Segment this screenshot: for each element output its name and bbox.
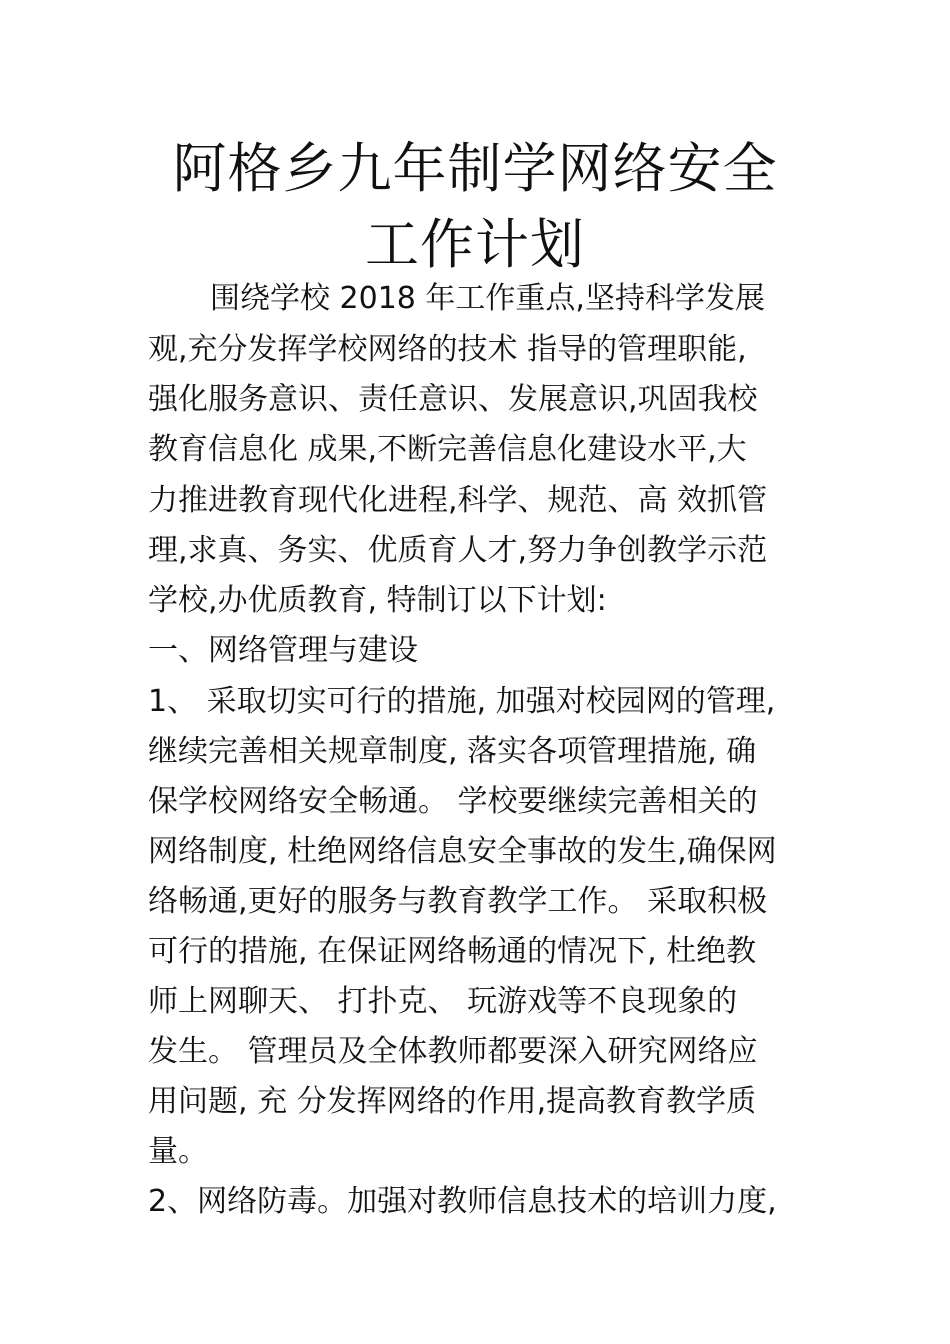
paragraph-line: 力推进教育现代化进程,科学、规范、高 效抓管 [148,483,768,518]
paragraph-line: 继续完善相关规章制度, 落实各项管理措施, 确 [148,734,757,769]
section-heading: 一、网络管理与建设 [148,633,418,668]
paragraph-line: 1、 采取切实可行的措施, 加强对校园网的管理, [148,684,776,719]
paragraph-line: 量。 [148,1134,208,1169]
paragraph-line: 理,求真、务实、优质育人才,努力争创教学示范 [148,533,768,568]
paragraph-line: 教育信息化 成果,不断完善信息化建设水平,大 [148,432,747,467]
paragraph-line: 观,充分发挥学校网络的技术 指导的管理职能, [148,332,747,367]
paragraph-line: 用问题, 充 分发挥网络的作用,提高教育教学质 [148,1084,757,1119]
paragraph-line: 保学校网络安全畅通。 学校要继续完善相关的 [148,784,758,819]
paragraph-line: 网络制度, 杜绝网络信息安全事故的发生,确保网 [148,834,777,869]
paragraph-line: 发生。 管理员及全体教师都要深入研究网络应 [148,1034,758,1069]
document-title-line-2: 工作计划 [365,213,585,276]
paragraph-line: 2、网络防毒。加强对教师信息技术的培训力度, [148,1184,777,1219]
paragraph-line: 师上网聊天、 打扑克、 玩游戏等不良现象的 [148,984,738,1019]
paragraph-line: 可行的措施, 在保证网络畅通的情况下, 杜绝教 [148,934,757,969]
paragraph-line: 围绕学校 2018 年工作重点,坚持科学发展 [210,281,765,316]
document-title-line-1: 阿格乡九年制学网络安全 [172,137,778,200]
paragraph-line: 学校,办优质教育, 特制订以下计划: [148,583,607,618]
paragraph-line: 络畅通,更好的服务与教育教学工作。 采取积极 [148,884,768,919]
paragraph-line: 强化服务意识、责任意识、发展意识,巩固我校 [148,382,758,417]
